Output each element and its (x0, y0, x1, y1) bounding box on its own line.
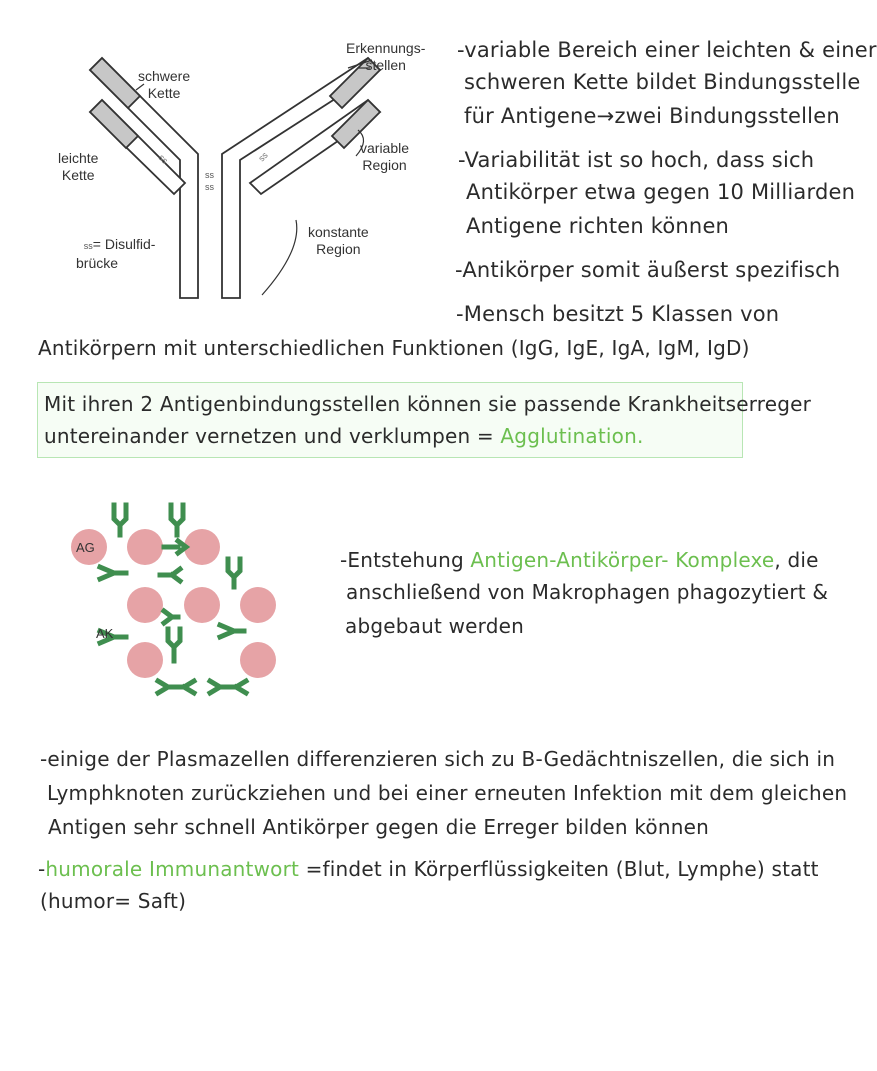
label-recognition-sites: Erkennungs- stellen (346, 40, 426, 73)
antibody (100, 567, 126, 579)
label-variable-region: variable Region (360, 140, 410, 173)
antigen (127, 529, 163, 565)
note-top-line-7: -Antikörper somit äußerst spezifisch (455, 258, 841, 282)
label-ak: AK (96, 626, 114, 641)
label-disulfide-prefix: ss (83, 241, 93, 251)
note-bottom-line-2: Lymphknoten zurückziehen und bei einer erneuten Infektion mit dem gleichen (47, 781, 848, 805)
antibody (210, 681, 246, 693)
note-top-line-4: -Variabilität ist so hoch, dass sich (458, 148, 815, 172)
note-bottom-line-3: Antigen sehr schnell Antikörper gegen die Erreger bilden können (48, 815, 709, 839)
note-middle-line-3: abgebaut werden (345, 614, 524, 638)
agglutination-diagram (60, 495, 290, 710)
note-middle-line-1-a: -Entstehung (340, 548, 471, 572)
note-middle-line-2: anschließend von Makrophagen phagozytiert & (346, 580, 829, 604)
agglutination-term: Agglutination. (500, 424, 644, 448)
note-top-line-2: schweren Kette bildet Bindungsstelle (464, 70, 861, 94)
antibody (164, 611, 178, 623)
note-top-line-3-a: für Antigene (464, 104, 597, 128)
label-disulfide (76, 219, 155, 272)
note-top-line-9: Antikörpern mit unterschiedlichen Funktionen (IgG, IgE, IgA, IgM, IgD) (38, 336, 750, 360)
antibody (228, 559, 240, 587)
note-middle-line-1 (340, 548, 819, 572)
note-top-line-3-b: zwei Bindungsstellen (614, 104, 840, 128)
arrow-icon: → (596, 104, 615, 128)
label-heavy-chain: schwere Kette (138, 68, 191, 101)
label-light-chain: leichte Kette (58, 150, 99, 183)
ss-mark-center-2: ss (205, 182, 214, 192)
antibodies (100, 505, 246, 693)
antibody (158, 681, 194, 693)
heavy-chain-left-variable (90, 58, 140, 108)
ss-mark-left: ss (156, 152, 171, 166)
note-top-line-5: Antikörper etwa gegen 10 Milliarden (466, 180, 856, 204)
note-bottom-line-1: -einige der Plasmazellen differenzieren sich zu B-Gedächtniszellen, die sich in (40, 747, 836, 771)
antibody (171, 505, 183, 535)
note-top-line-6: Antigene richten können (466, 214, 730, 238)
antibody (168, 629, 180, 661)
note-bottom-line-4 (38, 857, 819, 881)
box-line-2-text: untereinander vernetzen und verklumpen = (44, 424, 501, 448)
antigen (127, 642, 163, 678)
note-middle-line-1-b: , die (774, 548, 819, 572)
note-top-line-8: -Mensch besitzt 5 Klassen von (456, 302, 780, 326)
box-line-2 (44, 424, 644, 448)
label-ag: AG (76, 540, 95, 555)
antigen (127, 587, 163, 623)
antibody (220, 625, 244, 637)
humoral-term: humorale Immunantwort (45, 857, 300, 881)
ss-mark-center-1: ss (205, 170, 214, 180)
constant-bracket (262, 220, 297, 295)
label-disulfide-text: = Disulfid- brücke (76, 236, 156, 271)
antibody (160, 569, 180, 581)
antigen (240, 642, 276, 678)
label-constant-region: konstante Region (308, 224, 369, 257)
note-top-line-1: -variable Bereich einer leichten & einer (457, 38, 877, 62)
box-line-1: Mit ihren 2 Antigenbindungsstellen können sie passende Krankheitserreger (44, 392, 812, 416)
ss-mark-right: ss (256, 149, 270, 164)
note-bottom-line-5: (humor= Saft) (40, 889, 187, 913)
note-bottom-line-4-rest: =findet in Körperflüssigkeiten (Blut, Lymphe) statt (299, 857, 819, 881)
complex-term: Antigen-Antikörper- Komplexe (470, 548, 775, 572)
note-top-line-3 (464, 104, 840, 128)
antibody (164, 541, 186, 553)
antibody (114, 505, 126, 535)
antigen (240, 587, 276, 623)
antigen (184, 587, 220, 623)
note-bottom-line-4-dash: - (38, 857, 46, 881)
